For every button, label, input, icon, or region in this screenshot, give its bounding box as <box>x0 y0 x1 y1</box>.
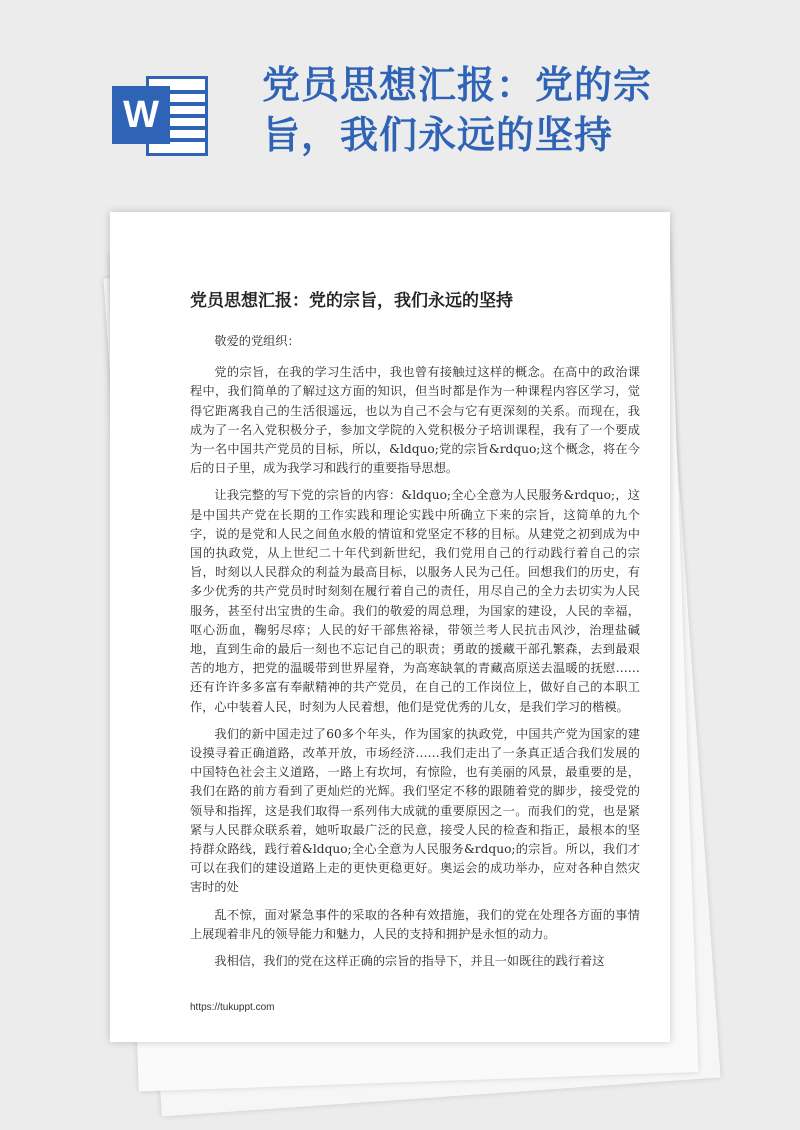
paragraph: 让我完整的写下党的宗旨的内容：&ldquo;全心全意为人民服务&rdquo;，这是中国共产党在长期的工作实践和理论实践中所确立下来的宗旨，这简单的九个字，说的是党和人民之间鱼水般的情谊和党坚定不移的目标。从建党之初到成为中国的执政党，从上世纪二十年代到新世纪，我们党用自己的行动践行着自己的宗旨，时刻以人民群众的利益为最高目标，以服务人民为己任。回想我们的历史，有多少优秀的共产党员时时刻刻在履行着自己的责任，用尽自己的全力去切实为人民服务，甚至付出宝贵的生命。我们的敬爱的周总理，为国家的建设，人民的幸福，呕心沥血，鞠躬尽瘁；人民的好干部焦裕禄，带领兰考人民抗击风沙，治理盐碱地，直到生命的最后一刻也不忘记自己的职责；勇敢的援藏干部孔繁森，去到最艰苦的地方，把党的温暖带到世界屋脊，为高寒缺氧的青藏高原送去温暖的抚慰……还有许许多多富有奉献精神的共产党员，在自己的工作岗位上，做好自己的本职工作，心中装着人民，时刻为人民着想，他们是党优秀的儿女，是我们学习的楷模。 <box>190 488 640 714</box>
paragraph: 党的宗旨，在我的学习生活中，我也曾有接触过这样的概念。在高中的政治课程中，我们简单的了解过这方面的知识，但当时都是作为一种课程内容区学习，觉得它距离我自己的生活很遥远，也以为自己不会与它有更深刻的关系。而现在，我成为了一名入党积极分子，参加文学院的入党积极分子培训课程，我有了一个要成为一名中国共产党员的目标，所以，&ldquo;党的宗旨&rdquo;这个概念，将在今后的日子里，成为我学习和践行的重要指导思想。 <box>190 365 640 476</box>
document-title: 党员思想汇报：党的宗旨，我们永远的坚持 <box>190 291 513 311</box>
icon-line <box>168 114 208 118</box>
icon-line <box>168 102 208 106</box>
document-page <box>110 212 670 1042</box>
word-document-icon <box>112 72 212 160</box>
paragraph: 我相信，我们的党在这样正确的宗旨的指导下，并且一如既往的践行着这 <box>214 954 605 969</box>
document-preview <box>110 212 680 1072</box>
greeting: 敬爱的党组织： <box>214 334 300 348</box>
paragraph: 我们的新中国走过了60多个年头，作为国家的执政党，中国共产党为国家的建设摸寻着正确道路，改革开放，市场经济……我们走出了一条真正适合我们发展的中国特色社会主义道路，一路上有坎坷，有惊险，也有美丽的风景，最重要的是，我们在路的前方看到了更灿烂的光辉。我们坚定不移的跟随着党的脚步，接受党的领导和指挥，这是我们取得一系列伟大成就的重要原因之一。而我们的党，也是紧紧与人民群众联系着，她听取最广泛的民意，接受人民的检查和指正，最根本的坚持群众路线，践行着&ldquo;全心全意为人民服务&rdquo;的宗旨。所以，我们才可以在我们的建设道路上走的更快更稳更好。奥运会的成功举办，应对各种自然灾害时的处 <box>190 726 640 895</box>
paragraph: 乱不惊，面对紧急事件的采取的各种有效措施，我们的党在处理各方面的事情上展现着非凡的领导能力和魅力，人民的支持和拥护是永恒的动力。 <box>190 907 640 941</box>
icon-line <box>168 138 208 142</box>
icon-line <box>168 90 208 94</box>
source-url[interactable]: https://tukuppt.com <box>190 1002 275 1013</box>
page-title: 党员思想汇报：党的宗旨，我们永远的坚持 <box>262 63 653 157</box>
document-body <box>190 332 640 979</box>
icon-line <box>168 126 208 130</box>
word-letter-badge: W <box>112 86 170 144</box>
header <box>0 0 800 200</box>
